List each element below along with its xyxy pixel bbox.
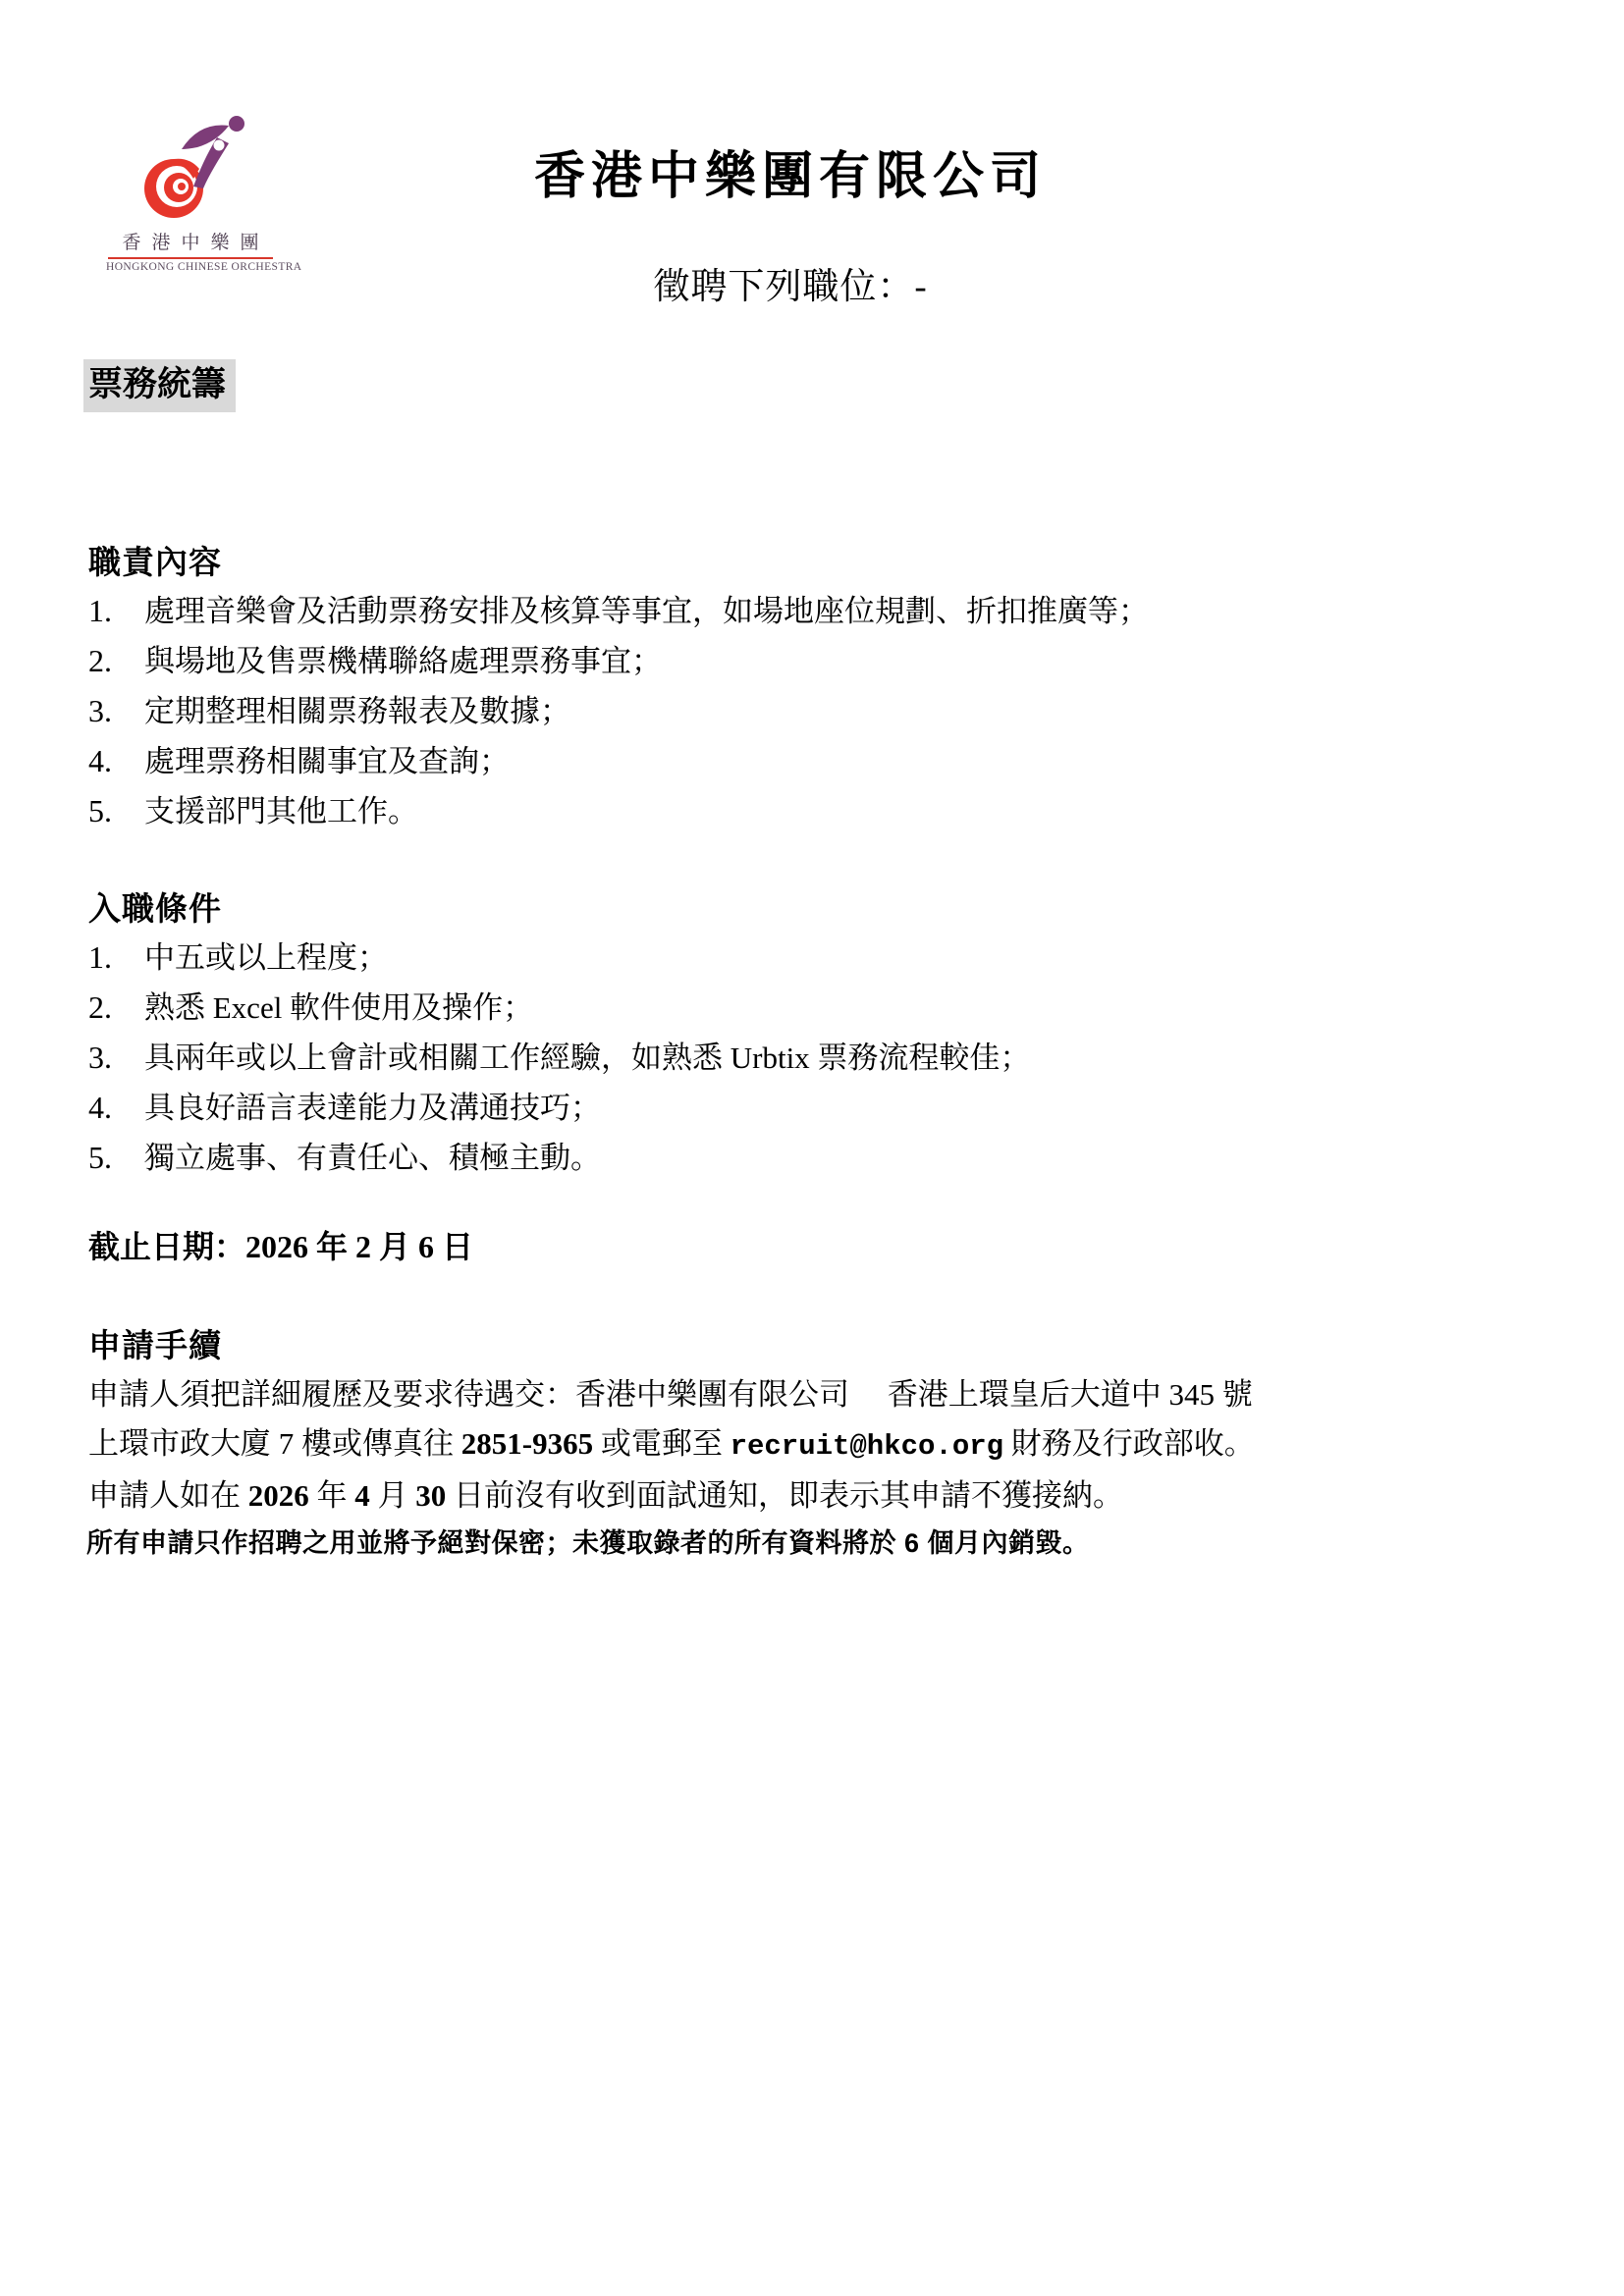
list-item-text: 處理音樂會及活動票務安排及核算等事宜，如場地座位規劃、折扣推廣等； <box>144 594 1149 628</box>
list-item-text: 獨立處事、有責任心、積極主動。 <box>144 1141 601 1175</box>
list-item <box>88 686 1483 736</box>
application-line-1: 申請人須把詳細履歷及要求待遇交：香港中樂團有限公司 香港上環皇后大道中 345 號 <box>88 1377 1253 1412</box>
list-item <box>88 1083 1483 1133</box>
line2-text: 財務及行政部收。 <box>1003 1426 1255 1461</box>
line3-text: 月 <box>369 1478 416 1513</box>
line3-text: 日前沒有收到面試通知，即表示其申請不獲接納。 <box>446 1478 1123 1513</box>
application-line-3 <box>88 1471 1512 1521</box>
line3-text: 年 <box>308 1478 355 1513</box>
fax-number: 2851-9365 <box>460 1426 594 1461</box>
logo-rule <box>108 257 273 259</box>
duties-list <box>88 586 1483 836</box>
reply-month: 4 <box>354 1478 370 1513</box>
application-line-2 <box>88 1419 1512 1471</box>
line2-text: 或電郵至 <box>593 1426 731 1461</box>
list-item <box>88 586 1483 636</box>
job-title-highlighted: 票務統籌 <box>83 359 236 412</box>
list-item-text: 具兩年或以上會計或相關工作經驗，如熟悉 Urbtix 票務流程較佳； <box>144 1041 1031 1075</box>
list-item-number: 5. <box>88 1140 112 1175</box>
list-item-number: 4. <box>88 1090 112 1125</box>
list-item-number: 2. <box>88 989 112 1025</box>
list-item-text: 中五或以上程度； <box>144 940 388 975</box>
company-title: 香港中樂團有限公司 <box>533 149 1047 205</box>
requirements-heading: 入職條件 <box>88 890 222 927</box>
list-item-text: 定期整理相關票務報表及數據； <box>144 694 570 728</box>
logo-chinese-name: 香港中樂團 <box>122 233 270 253</box>
line3-text: 申請人如在 <box>88 1478 248 1513</box>
reply-year: 2026 <box>247 1478 309 1513</box>
reply-day: 30 <box>415 1478 447 1513</box>
list-item-text: 處理票務相關事宜及查詢； <box>144 744 510 778</box>
list-item-text: 熟悉 Excel 軟件使用及操作； <box>144 990 534 1025</box>
list-item-number: 3. <box>88 693 112 728</box>
list-item-number: 5. <box>88 793 112 828</box>
list-item-text: 具良好語言表達能力及溝通技巧； <box>144 1091 601 1125</box>
list-item <box>88 933 1483 983</box>
logo-english-name: HONGKONG CHINESE ORCHESTRA <box>106 261 302 273</box>
list-item <box>88 1033 1483 1083</box>
list-item-number: 4. <box>88 743 112 778</box>
recruit-subtitle: 徵聘下列職位：- <box>653 267 928 307</box>
list-item <box>88 636 1483 686</box>
duties-heading: 職責內容 <box>88 544 222 580</box>
recruit-email: recruit@hkco.org <box>730 1430 1004 1463</box>
line2-text: 上環市政大廈 7 樓或傳真往 <box>88 1426 461 1461</box>
list-item-text: 與場地及售票機構聯絡處理票務事宜； <box>144 644 662 678</box>
list-item <box>88 1133 1483 1183</box>
list-item-number: 1. <box>88 939 112 975</box>
list-item <box>88 736 1483 786</box>
list-item-number: 3. <box>88 1040 112 1075</box>
deadline-line: 截止日期：2026 年 2 月 6 日 <box>88 1229 474 1264</box>
list-item-number: 2. <box>88 643 112 678</box>
list-item <box>88 786 1483 836</box>
application-paragraph <box>88 1370 1512 1521</box>
privacy-note: 所有申請只作招聘之用並將予絕對保密；未獲取錄者的所有資料將於 6 個月內銷毀。 <box>86 1528 1090 1558</box>
list-item <box>88 983 1483 1033</box>
application-heading: 申請手續 <box>88 1327 222 1363</box>
list-item-number: 1. <box>88 593 112 628</box>
list-item-text: 支援部門其他工作。 <box>144 794 418 828</box>
requirements-list <box>88 933 1483 1183</box>
